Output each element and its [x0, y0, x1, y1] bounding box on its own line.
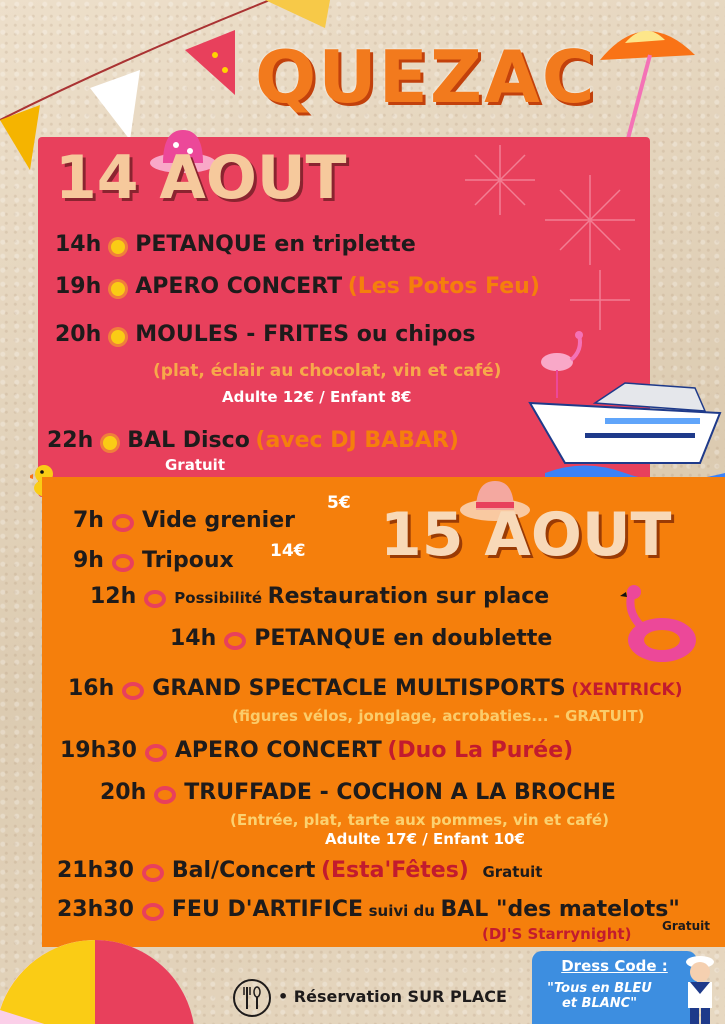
item-time: 20h	[100, 780, 147, 805]
cutlery-icon	[233, 979, 271, 1017]
item-label: GRAND SPECTACLE MULTISPORTS	[152, 676, 566, 701]
item-artist: (Esta'Fêtes)	[320, 858, 469, 883]
item-artist: (Duo La Purée)	[387, 738, 574, 763]
schedule-item	[57, 858, 542, 883]
item-label: Tripoux	[141, 548, 234, 573]
sun-bullet-icon	[111, 330, 125, 344]
schedule-item	[90, 584, 549, 609]
item-time: 12h	[90, 584, 137, 609]
ring-bullet-icon	[224, 632, 246, 650]
item-time: 16h	[68, 676, 115, 701]
item-label: BAL Disco	[127, 428, 250, 453]
item-prefix: Possibilité	[174, 589, 263, 607]
beach-ball-icon	[0, 930, 220, 1024]
schedule-item	[68, 676, 683, 701]
item-artist: (XENTRICK)	[571, 680, 683, 700]
ring-bullet-icon	[122, 682, 144, 700]
dress-code-box	[532, 951, 697, 1024]
item-artist: (Les Potos Feu)	[347, 274, 540, 299]
dress-code-title: Dress Code :	[561, 957, 668, 975]
item-label: APERO CONCERT	[174, 738, 382, 763]
item-time: 23h30	[57, 897, 134, 922]
item-label: FEU D'ARTIFICE	[171, 897, 364, 922]
item-price: 5€	[327, 493, 351, 513]
sun-bullet-icon	[111, 282, 125, 296]
item-time: 19h30	[60, 738, 137, 763]
item-label: APERO CONCERT	[135, 274, 343, 299]
dress-code-line2: et BLANC"	[561, 996, 637, 1011]
schedule-item	[47, 428, 459, 453]
item-time: 7h	[73, 508, 104, 533]
item-time: 9h	[73, 548, 104, 573]
item-time: 19h	[55, 274, 102, 299]
item-artist: (DJ'S Starrynight)	[482, 925, 632, 943]
ring-bullet-icon	[112, 514, 134, 532]
item-label: Restauration sur place	[267, 584, 550, 609]
item-details: (plat, éclair au chocolat, vin et café)	[153, 361, 502, 381]
item-time: 20h	[55, 322, 102, 347]
schedule-item	[100, 780, 616, 805]
sun-bullet-icon	[111, 240, 125, 254]
ring-bullet-icon	[142, 903, 164, 921]
item-label: Vide grenier	[141, 508, 295, 533]
item-label-2: BAL "des matelots"	[440, 897, 680, 922]
schedule-item	[60, 738, 573, 763]
reservation-note: • Réservation SUR PLACE	[278, 987, 507, 1006]
item-price: 14€	[270, 541, 306, 561]
item-time: 14h	[170, 626, 217, 651]
sun-bullet-icon	[103, 436, 117, 450]
ring-bullet-icon	[145, 744, 167, 762]
item-time: 14h	[55, 232, 102, 257]
schedule-item	[57, 897, 680, 922]
item-label: PETANQUE en doublette	[254, 626, 553, 651]
beach-umbrella-icon	[595, 15, 705, 155]
item-label: Bal/Concert	[171, 858, 316, 883]
swim-ring-icon	[620, 582, 700, 667]
item-connector: suivi du	[368, 902, 435, 920]
schedule-item	[73, 508, 295, 533]
item-artist: (avec DJ BABAR)	[255, 428, 459, 453]
schedule-item	[55, 322, 475, 347]
schedule-item	[55, 274, 540, 299]
fireworks-icon	[450, 140, 650, 340]
ring-bullet-icon	[142, 864, 164, 882]
ring-bullet-icon	[154, 786, 176, 804]
schedule-item	[73, 548, 234, 573]
sailor-icon	[678, 952, 722, 1024]
item-price: Adulte 12€ / Enfant 8€	[222, 388, 412, 406]
schedule-item	[170, 626, 552, 651]
item-time: 21h30	[57, 858, 134, 883]
item-price: Adulte 17€ / Enfant 10€	[325, 830, 525, 848]
item-label: MOULES - FRITES ou chipos	[135, 322, 476, 347]
ring-bullet-icon	[112, 554, 134, 572]
schedule-item	[55, 232, 416, 257]
item-details: (Entrée, plat, tarte aux pommes, vin et café)	[230, 811, 609, 829]
day2-header: 15 AOUT	[380, 500, 672, 570]
ring-bullet-icon	[144, 590, 166, 608]
item-note: Gratuit	[482, 863, 543, 881]
item-label: PETANQUE en triplette	[135, 232, 416, 257]
day1-header: 14 AOUT	[55, 143, 347, 213]
item-note: Gratuit	[165, 456, 225, 474]
dress-code-line1: "Tous en BLEU	[547, 981, 652, 996]
item-details: (figures vélos, jonglage, acrobaties... - GRATUIT)	[232, 707, 645, 725]
item-label: TRUFFADE - COCHON A LA BROCHE	[184, 780, 616, 805]
item-time: 22h	[47, 428, 94, 453]
item-note: Gratuit	[662, 919, 710, 933]
page-title: QUEZAC	[255, 35, 597, 119]
